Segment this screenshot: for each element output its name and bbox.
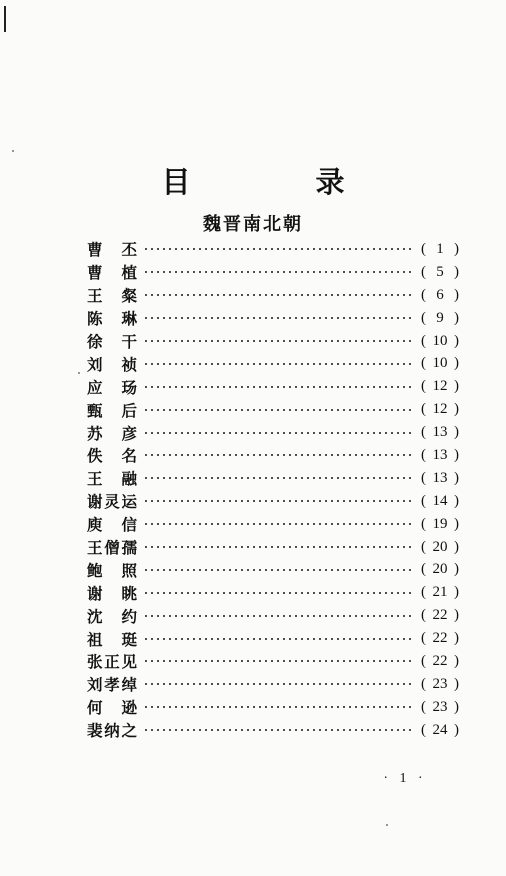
dot-leader [143,317,413,319]
toc-entry[interactable] [87,719,459,742]
entry-name: 祖珽 [87,630,137,649]
dot-leader [143,706,413,708]
entry-page: ( 22 ) [421,652,459,669]
entry-page: ( 10 ) [421,332,459,349]
toc-entry[interactable] [87,696,459,719]
entry-name: 曹丕 [87,241,137,260]
entry-page: ( 21 ) [421,584,459,601]
entry-name: 王粲 [87,287,137,306]
entry-name: 张正见 [87,653,137,672]
entry-name: 刘孝绰 [87,676,137,695]
entry-page: ( 13 ) [421,446,459,463]
dot-leader [143,569,413,571]
scan-speck [78,372,80,374]
dot-leader [143,477,413,479]
scan-speck [12,150,14,152]
dot-leader [143,248,413,250]
dot-leader [143,683,413,685]
entry-name: 裴纳之 [87,722,137,741]
entry-name: 苏彦 [87,424,137,443]
entry-name: 何逊 [87,699,137,718]
entry-page: ( 23 ) [421,675,459,692]
toc-entry[interactable] [87,375,459,398]
entry-page: ( 1 ) [421,240,459,257]
entry-name: 曹植 [87,264,137,283]
entry-name: 谢灵运 [87,493,137,512]
entry-page: ( 12 ) [421,401,459,418]
dot-leader [143,454,413,456]
entry-page: ( 13 ) [421,424,459,441]
entry-name: 陈琳 [87,310,137,329]
entry-page: ( 22 ) [421,607,459,624]
entry-name: 王融 [87,470,137,489]
dot-leader [143,386,413,388]
toc-entry[interactable] [87,421,459,444]
page-number-footer: · 1 · [383,771,427,786]
scan-speck [386,824,388,826]
toc-entry[interactable] [87,307,459,330]
dot-leader [143,615,413,617]
entry-name: 鲍照 [87,561,137,580]
toc-entry[interactable] [87,398,459,421]
entry-page: ( 6 ) [421,286,459,303]
dot-leader [143,294,413,296]
toc-entry[interactable] [87,330,459,353]
section-heading: 魏晋南北朝 [203,214,303,235]
dot-leader [143,363,413,365]
entry-name: 佚名 [87,447,137,466]
toc-entry[interactable] [87,558,459,581]
toc-entry[interactable] [87,284,459,307]
toc-entry[interactable] [87,513,459,536]
dot-leader [143,271,413,273]
dot-leader [143,340,413,342]
toc-entry[interactable] [87,581,459,604]
entry-page: ( 10 ) [421,355,459,372]
entry-page: ( 20 ) [421,561,459,578]
entry-page: ( 20 ) [421,538,459,555]
entry-name: 谢眺 [87,584,137,603]
toc-entry[interactable] [87,467,459,490]
dot-leader [143,432,413,434]
entry-page: ( 14 ) [421,492,459,509]
dot-leader [143,729,413,731]
dot-leader [143,500,413,502]
toc-entry[interactable] [87,352,459,375]
entry-page: ( 9 ) [421,309,459,326]
entry-page: ( 5 ) [421,263,459,280]
dot-leader [143,592,413,594]
toc-entry[interactable] [87,627,459,650]
entry-name: 甄后 [87,401,137,420]
dot-leader [143,546,413,548]
entry-name: 王僧孺 [87,539,137,558]
toc-entry[interactable] [87,536,459,559]
entry-page: ( 13 ) [421,469,459,486]
dot-leader [143,409,413,411]
entry-page: ( 24 ) [421,721,459,738]
toc-entry[interactable] [87,650,459,673]
dot-leader [143,638,413,640]
toc-entry[interactable] [87,238,459,261]
entry-name: 应玚 [87,378,137,397]
entry-name: 庾信 [87,516,137,535]
dot-leader [143,523,413,525]
entry-page: ( 23 ) [421,698,459,715]
entry-name: 刘祯 [87,355,137,374]
entry-name: 徐干 [87,333,137,351]
entry-name: 沈约 [87,607,137,626]
dot-leader [143,660,413,662]
toc-entry[interactable] [87,490,459,513]
toc-entry[interactable] [87,604,459,627]
page-title: 目 录 [161,165,393,199]
entry-page: ( 22 ) [421,630,459,647]
page-edge-mark [4,6,6,32]
entry-page: ( 19 ) [421,515,459,532]
toc-entry[interactable] [87,673,459,696]
toc-entry[interactable] [87,444,459,467]
toc-entry[interactable] [87,261,459,284]
entry-page: ( 12 ) [421,378,459,395]
toc-list [87,238,459,742]
